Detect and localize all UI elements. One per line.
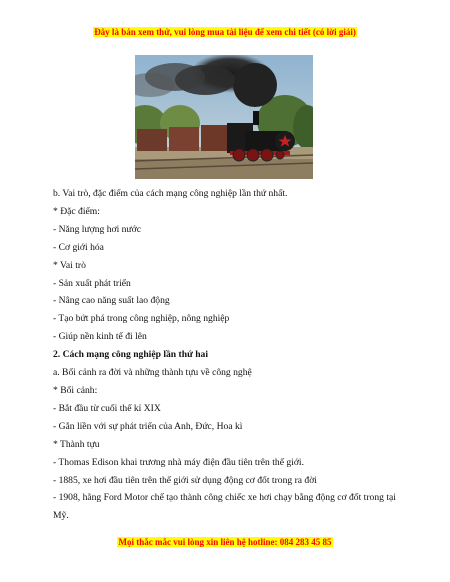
hotline-banner [0, 536, 450, 548]
context-label: * Bối cảnh: [53, 384, 98, 396]
achievements-label: * Thành tựu [53, 438, 100, 450]
section-2-heading: 2. Cách mạng công nghiệp lần thứ hai [53, 349, 209, 361]
bullet-breakthrough: - Tạo bứt phá trong công nghiệp, nông nghiệp [53, 313, 230, 325]
preview-notice-banner [0, 26, 450, 38]
bullet-1908-ford: - 1908, hãng Ford Motor chế tạo thành công chiếc xe hơi chạy bằng động cơ đốt trong tại Mỹ. [53, 492, 396, 522]
bullet-edison: - Thomas Edison khai trương nhà máy điện đầu tiên trên thế giới. [53, 456, 304, 468]
role-label: * Vai trò [53, 259, 86, 271]
document-body [53, 185, 413, 525]
section-b-heading: b. Vai trò, đặc điểm của cách mạng công nghiệp lần thứ nhất. [53, 188, 288, 199]
bullet-late-19th-century: - Bắt đầu từ cuối thế kỉ XIX [53, 402, 161, 414]
section-a-heading: a. Bối cảnh ra đời và những thành tựu về công nghệ [53, 367, 252, 379]
bullet-mechanization: - Cơ giới hóa [53, 241, 104, 253]
bullet-steam-energy: - Năng lượng hơi nước [53, 223, 141, 235]
bullet-productivity: - Nâng cao năng suất lao động [53, 295, 170, 307]
bullet-production-growth: - Sản xuất phát triển [53, 277, 131, 289]
locomotive-photo [135, 55, 313, 179]
characteristics-label: * Đặc điểm: [53, 205, 100, 217]
bullet-countries: - Gắn liền với sự phát triển của Anh, Đức, Hoa kì [53, 420, 243, 432]
hotline-text: Mọi thắc mắc vui lòng xin liên hệ hotline: 084 283 45 85 [118, 537, 332, 547]
bullet-1885-car: - 1885, xe hơi đầu tiên trên thế giới sử dụng động cơ đốt trong ra đời [53, 474, 317, 486]
preview-notice-text: Đây là bản xem thử, vui lòng mua tài liệu để xem chi tiết (có lời giải) [94, 27, 356, 37]
bullet-economy: - Giúp nền kinh tế đi lên [53, 331, 147, 343]
